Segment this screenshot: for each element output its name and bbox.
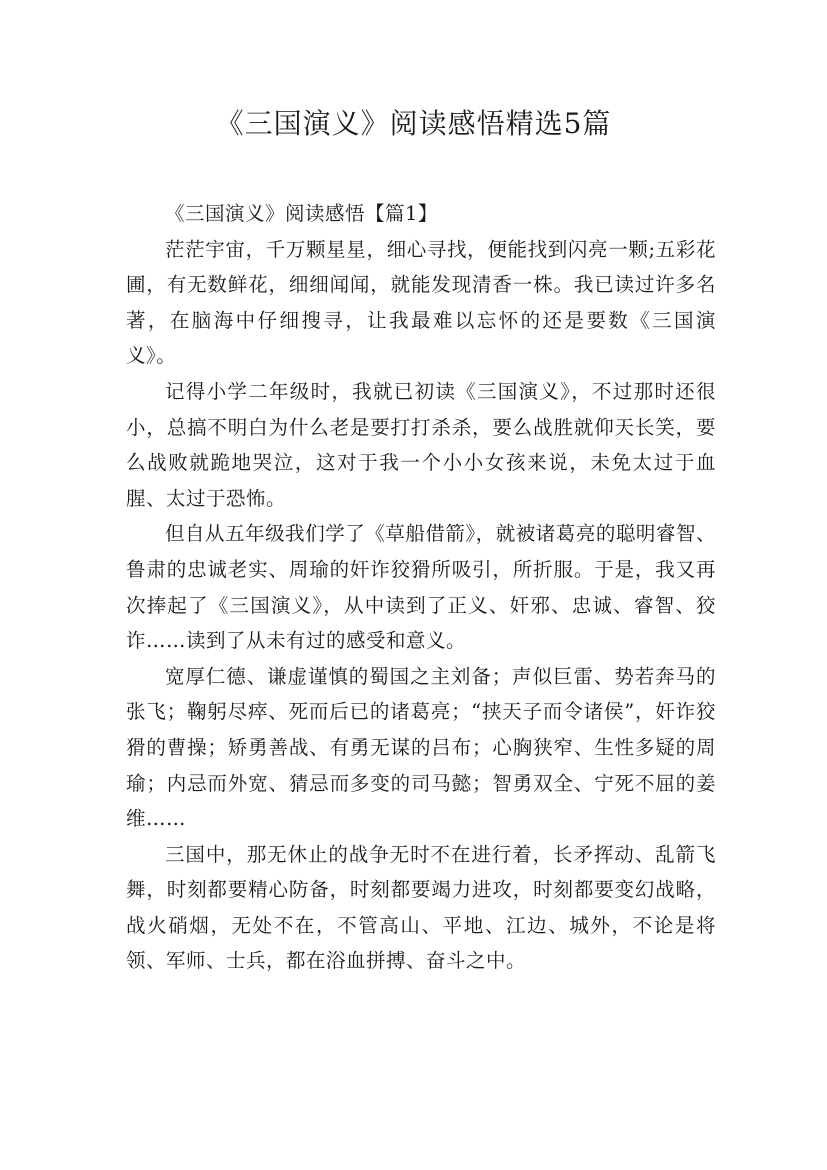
document-body xyxy=(126,196,716,979)
paragraph-3: 但自从五年级我们学了《草船借箭》，就被诸葛亮的聪明睿智、鲁肃的忠诚老实、周瑜的奸诈狡猾所吸引，所折服。于是，我又再次捧起了《三国演义》，从中读到了正义、奸邪、忠诚、睿智、狡诈……读到了从未有过的感受和意义。 xyxy=(126,522,716,653)
paragraph-2: 记得小学二年级时，我就已初读《三国演义》，不过那时还很小，总搞不明白为什么老是要打打杀杀，要么战胜就仰天长笑，要么战败就跪地哭泣，这对于我一个小小女孩来说，未免太过于血腥、太过于恐怖。 xyxy=(126,379,716,510)
section-heading: 《三国演义》阅读感悟【篇1】 xyxy=(165,202,438,225)
document-title: 《三国演义》阅读感悟精选5篇 xyxy=(215,107,612,140)
paragraph-1: 茫茫宇宙，千万颗星星，细心寻找，便能找到闪亮一颗;五彩花圃，有无数鲜花，细细闻闻，就能发现清香一株。我已读过许多名著，在脑海中仔细搜寻，让我最难以忘怀的还是要数《三国演义》。 xyxy=(126,237,716,368)
paragraph-5: 三国中，那无休止的战争无时不在进行着，长矛挥动、乱箭飞舞，时刻都要精心防备，时刻都要竭力进攻，时刻都要变幻战略，战火硝烟，无处不在，不管高山、平地、江边、城外，不论是将领、军师、士兵，都在浴血拼搏、奋斗之中。 xyxy=(126,842,716,973)
paragraph-4: 宽厚仁德、谦虚谨慎的蜀国之主刘备；声似巨雷、势若奔马的张飞；鞠躬尽瘁、死而后已的诸葛亮；“挟天子而令诸侯”，奸诈狡猾的曹操；矫勇善战、有勇无谋的吕布；心胸狭窄、生性多疑的周瑜；内忌而外宽、猜忌而多变的司马懿；智勇双全、宁死不屈的姜维…… xyxy=(126,664,716,831)
